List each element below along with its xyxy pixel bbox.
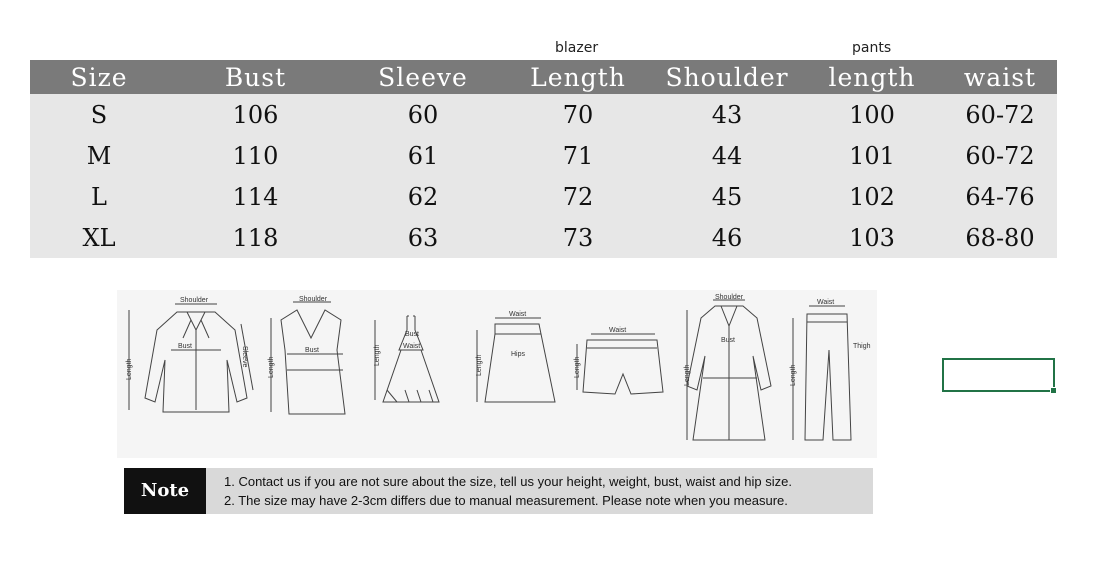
column-header-pants-length: length <box>801 60 943 94</box>
vest-figure-icon <box>271 302 345 414</box>
shorts-figure-icon <box>577 334 663 394</box>
skirt-figure-icon <box>477 318 555 402</box>
illus-label: Shoulder <box>180 297 209 304</box>
table-header-row <box>30 60 1057 94</box>
table-cell: 44 <box>653 135 801 176</box>
table-cell: 102 <box>801 176 943 217</box>
column-header-sleeve: Sleeve <box>343 60 503 94</box>
fill-handle[interactable] <box>1050 387 1057 394</box>
illus-label: Waist <box>403 343 421 350</box>
measurement-illustration <box>117 290 877 458</box>
table-cell: 60-72 <box>943 94 1057 135</box>
blazer-note: blazer <box>555 40 599 56</box>
column-header-size: Size <box>30 60 168 94</box>
illus-label: Thigh <box>853 343 871 350</box>
table-row <box>30 94 1057 135</box>
column-header-length: Length <box>503 60 653 94</box>
table-cell: 103 <box>801 217 943 258</box>
coat-figure-icon <box>687 300 771 440</box>
table-row <box>30 176 1057 217</box>
illus-label: Waist <box>609 327 627 334</box>
note-line-1: 1. Contact us if you are not sure about the size, tell us your height, weight, bust, waist and hip size. <box>224 474 792 489</box>
table-cell: 114 <box>168 176 343 217</box>
column-header-waist: waist <box>943 60 1057 94</box>
table-cell: 43 <box>653 94 801 135</box>
table-cell: 68-80 <box>943 217 1057 258</box>
table-row <box>30 217 1057 258</box>
illus-label: Bust <box>305 347 320 354</box>
illus-label: Waist <box>817 299 835 306</box>
selected-cell[interactable] <box>942 358 1055 392</box>
note-line-2: 2. The size may have 2-3cm differs due to manual measurement. Please note when you measure. <box>224 493 788 508</box>
illus-label: Length <box>374 344 381 366</box>
illus-label: Hips <box>511 351 526 358</box>
illus-label: Length <box>476 354 483 376</box>
illus-label: Length <box>126 358 133 380</box>
illus-label: Bust <box>178 343 193 350</box>
illus-label: Sleeve <box>241 346 248 368</box>
illus-label: Length <box>684 364 691 386</box>
illus-label: Shoulder <box>299 296 328 303</box>
table-cell: 101 <box>801 135 943 176</box>
table-cell: 64-76 <box>943 176 1057 217</box>
table-cell: 72 <box>503 176 653 217</box>
table-cell: 110 <box>168 135 343 176</box>
illus-label: Bust <box>405 331 420 338</box>
table-cell: 100 <box>801 94 943 135</box>
table-cell: 71 <box>503 135 653 176</box>
illus-label: Shoulder <box>715 294 744 301</box>
pants-figure-icon <box>793 306 851 440</box>
illus-label: Length <box>574 356 581 378</box>
size-chart-table <box>30 60 1057 258</box>
column-header-bust: Bust <box>168 60 343 94</box>
table-cell: 60-72 <box>943 135 1057 176</box>
table-cell: 70 <box>503 94 653 135</box>
illus-label: Length <box>790 364 797 386</box>
note-panel <box>124 468 873 514</box>
pants-note: pants <box>852 40 892 56</box>
note-label: Note <box>124 468 206 514</box>
table-cell: 60 <box>343 94 503 135</box>
illus-label: Waist <box>509 311 527 318</box>
table-cell: 73 <box>503 217 653 258</box>
table-cell: L <box>30 176 168 217</box>
dress-figure-icon <box>375 316 439 402</box>
table-cell: XL <box>30 217 168 258</box>
column-header-shoulder: Shoulder <box>653 60 801 94</box>
table-cell: 45 <box>653 176 801 217</box>
table-cell: 118 <box>168 217 343 258</box>
illus-label: Bust <box>721 337 736 344</box>
table-cell: 46 <box>653 217 801 258</box>
table-cell: 63 <box>343 217 503 258</box>
table-cell: S <box>30 94 168 135</box>
table-cell: 62 <box>343 176 503 217</box>
table-row <box>30 135 1057 176</box>
table-cell: 61 <box>343 135 503 176</box>
shirt-figure-icon <box>129 304 253 412</box>
table-cell: M <box>30 135 168 176</box>
illus-label: Length <box>268 356 275 378</box>
table-cell: 106 <box>168 94 343 135</box>
